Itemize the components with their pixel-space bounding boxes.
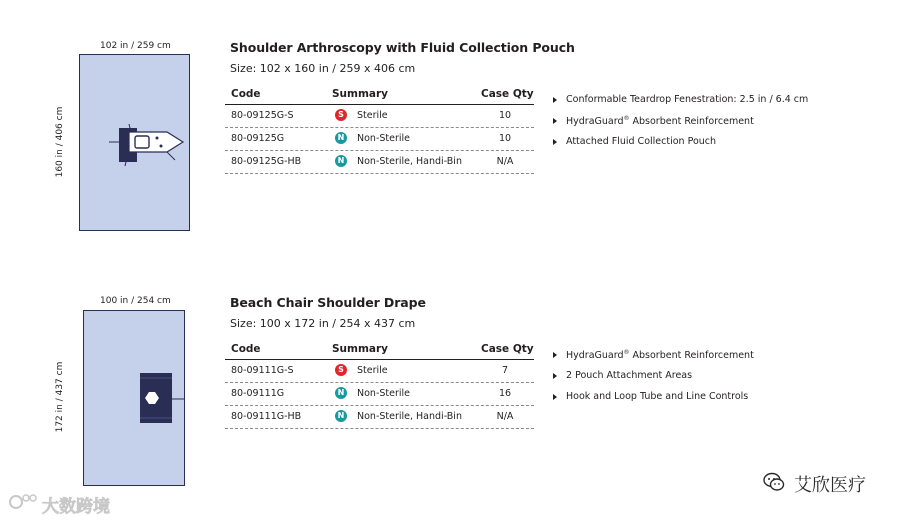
row-code: 80-09125G — [231, 133, 285, 144]
row-case-qty: N/A — [496, 411, 514, 422]
feature-text-suffix: Absorbent Reinforcement — [629, 350, 754, 362]
table-row — [225, 151, 534, 174]
registered-mark: ® — [623, 115, 630, 122]
row-summary: Sterile — [357, 110, 388, 121]
feature-text: HydraGuard — [566, 350, 624, 362]
drape-width-label: 100 in / 254 cm — [100, 296, 171, 306]
brand-logo-icon — [8, 492, 40, 512]
row-case-qty: 10 — [498, 110, 512, 121]
product-title: Shoulder Arthroscopy with Fluid Collection Pouch — [230, 40, 575, 55]
row-code: 80-09111G-S — [231, 365, 294, 376]
row-case-qty: 10 — [498, 133, 512, 144]
product-table — [225, 83, 534, 174]
header-summary: Summary — [332, 88, 389, 100]
feature-text: Hook and Loop Tube and Line Controls — [566, 391, 749, 402]
feature-text: Conformable Teardrop Fenestration: 2.5 in / 6.4 cm — [566, 94, 809, 105]
drape-height-label: 160 in / 406 cm — [55, 106, 65, 178]
table-row — [225, 383, 534, 406]
feature-text: HydraGuard — [566, 116, 624, 128]
feature-text: 2 Pouch Attachment Areas — [566, 370, 693, 381]
row-summary: Non-Sterile, Handi-Bin — [357, 411, 462, 422]
drape-diagram — [83, 310, 185, 486]
row-summary: Non-Sterile — [357, 388, 410, 399]
row-case-qty: 16 — [498, 388, 512, 399]
wechat-icon — [763, 472, 785, 492]
watermark-left: 大数跨境 — [42, 497, 110, 517]
table-header — [225, 83, 534, 105]
feature-text-suffix: Absorbent Reinforcement — [629, 116, 754, 128]
bullet-arrow-icon — [553, 97, 557, 103]
header-case-qty: Case Qty — [481, 88, 534, 100]
row-code: 80-09111G-HB — [231, 411, 302, 422]
product-table — [225, 338, 534, 429]
table-row — [225, 128, 534, 151]
header-case-qty: Case Qty — [481, 343, 534, 355]
registered-mark: ® — [623, 349, 630, 356]
product-title: Beach Chair Shoulder Drape — [230, 295, 426, 310]
bullet-arrow-icon — [553, 139, 557, 145]
table-row — [225, 105, 534, 128]
table-row — [225, 360, 534, 383]
product-size: Size: 102 x 160 in / 259 x 406 cm — [230, 62, 416, 75]
header-summary: Summary — [332, 343, 389, 355]
product-section — [0, 0, 909, 255]
row-summary: Non-Sterile, Handi-Bin — [357, 156, 462, 167]
row-case-qty: 7 — [501, 365, 509, 376]
fenestration-pouch-illustration — [79, 54, 190, 231]
row-code: 80-09111G — [231, 388, 285, 399]
drape-height-label: 172 in / 437 cm — [55, 361, 65, 433]
non-sterile-badge-icon: N — [335, 155, 347, 167]
sterile-badge-icon: S — [335, 364, 347, 376]
feature-text: Attached Fluid Collection Pouch — [566, 136, 717, 147]
product-size: Size: 100 x 172 in / 254 x 437 cm — [230, 317, 416, 330]
non-sterile-badge-icon: N — [335, 410, 347, 422]
row-code: 80-09125G-HB — [231, 156, 302, 167]
drape-width-label: 102 in / 259 cm — [100, 41, 171, 51]
fenestration-panel-illustration — [83, 310, 185, 486]
row-summary: Sterile — [357, 365, 388, 376]
non-sterile-badge-icon: N — [335, 132, 347, 144]
sterile-badge-icon: S — [335, 109, 347, 121]
bullet-arrow-icon — [553, 118, 557, 124]
header-code: Code — [231, 343, 261, 355]
table-header — [225, 338, 534, 360]
bullet-arrow-icon — [553, 352, 557, 358]
non-sterile-badge-icon: N — [335, 387, 347, 399]
drape-diagram — [79, 54, 190, 231]
header-code: Code — [231, 88, 261, 100]
row-code: 80-09125G-S — [231, 110, 294, 121]
row-case-qty: N/A — [496, 156, 514, 167]
table-row — [225, 406, 534, 429]
bullet-arrow-icon — [553, 394, 557, 400]
row-summary: Non-Sterile — [357, 133, 410, 144]
bullet-arrow-icon — [553, 373, 557, 379]
watermark-right: 艾欣医疗 — [794, 475, 866, 496]
